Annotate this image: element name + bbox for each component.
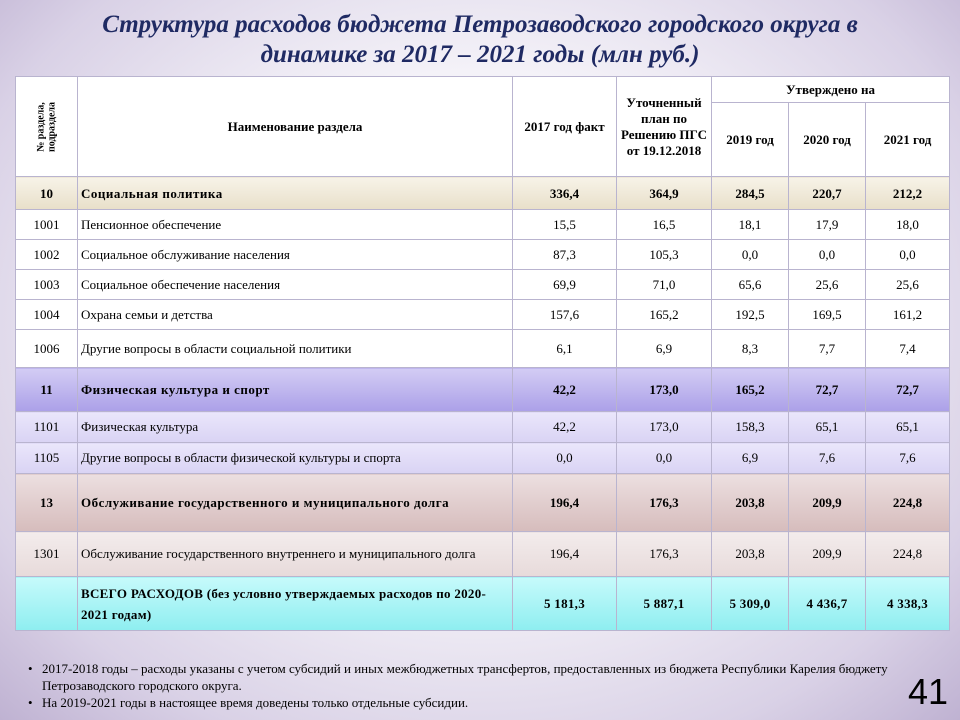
header-2020: 2020 год [789, 103, 866, 177]
row-2019: 8,3 [712, 330, 789, 368]
row-plan: 364,9 [617, 177, 712, 210]
row-plan: 173,0 [617, 412, 712, 443]
row-2021: 7,4 [866, 330, 950, 368]
row-2019: 6,9 [712, 443, 789, 474]
row-code: 1006 [16, 330, 78, 368]
row-code: 1002 [16, 240, 78, 270]
row-2021: 65,1 [866, 412, 950, 443]
table-row-section-13 [16, 474, 950, 532]
table-row [16, 240, 950, 270]
row-plan: 71,0 [617, 270, 712, 300]
row-name: Охрана семьи и детства [78, 300, 513, 330]
row-plan: 16,5 [617, 210, 712, 240]
row-fact-2017: 6,1 [513, 330, 617, 368]
row-fact-2017: 0,0 [513, 443, 617, 474]
header-approved: Утверждено на [712, 77, 950, 103]
page-title-line-1: Структура расходов бюджета Петрозаводского городского округа в [102, 11, 858, 38]
row-name: Социальное обеспечение населения [78, 270, 513, 300]
row-name: Обслуживание государственного и муниципального долга [78, 474, 513, 532]
footnotes [28, 660, 888, 711]
header-code-label: № раздела, подраздела [35, 101, 58, 152]
row-code: 11 [16, 368, 78, 412]
row-plan: 6,9 [617, 330, 712, 368]
row-2020: 7,6 [789, 443, 866, 474]
row-code: 10 [16, 177, 78, 210]
row-name: Обслуживание государственного внутреннего и муниципального долга [78, 532, 513, 577]
row-fact-2017: 5 181,3 [513, 577, 617, 631]
row-2020: 65,1 [789, 412, 866, 443]
row-fact-2017: 42,2 [513, 368, 617, 412]
row-2021: 7,6 [866, 443, 950, 474]
header-code [16, 77, 78, 177]
row-2021: 224,8 [866, 474, 950, 532]
row-2019: 65,6 [712, 270, 789, 300]
row-2021: 18,0 [866, 210, 950, 240]
row-2019: 203,8 [712, 474, 789, 532]
row-code: 1105 [16, 443, 78, 474]
table-row [16, 443, 950, 474]
row-2019: 165,2 [712, 368, 789, 412]
table-row [16, 412, 950, 443]
row-fact-2017: 15,5 [513, 210, 617, 240]
table-row-total [16, 577, 950, 631]
row-2020: 7,7 [789, 330, 866, 368]
row-plan: 176,3 [617, 474, 712, 532]
row-fact-2017: 157,6 [513, 300, 617, 330]
row-plan: 173,0 [617, 368, 712, 412]
row-2020: 72,7 [789, 368, 866, 412]
row-fact-2017: 69,9 [513, 270, 617, 300]
row-name: Социальная политика [78, 177, 513, 210]
row-code: 1001 [16, 210, 78, 240]
row-name: ВСЕГО РАСХОДОВ (без условно утверждаемых расходов по 2020-2021 годам) [78, 577, 513, 631]
row-2019: 5 309,0 [712, 577, 789, 631]
header-name: Наименование раздела [78, 77, 513, 177]
footnote-item: • 2017-2018 годы – расходы указаны с учетом субсидий и иных межбюджетных трансфертов, предоставленных из бюджета Республики Карелия бюджету Петрозаводского городского округа. [28, 660, 888, 694]
header-fact-2017: 2017 год факт [513, 77, 617, 177]
header-2021: 2021 год [866, 103, 950, 177]
row-2021: 224,8 [866, 532, 950, 577]
row-2020: 0,0 [789, 240, 866, 270]
row-name: Физическая культура и спорт [78, 368, 513, 412]
row-code [16, 577, 78, 631]
row-2021: 4 338,3 [866, 577, 950, 631]
table-row [16, 300, 950, 330]
table-row [16, 330, 950, 368]
row-plan: 176,3 [617, 532, 712, 577]
row-2019: 18,1 [712, 210, 789, 240]
row-code: 13 [16, 474, 78, 532]
page-title [40, 10, 920, 70]
row-fact-2017: 42,2 [513, 412, 617, 443]
row-2021: 0,0 [866, 240, 950, 270]
row-2021: 72,7 [866, 368, 950, 412]
row-plan: 165,2 [617, 300, 712, 330]
table-row [16, 532, 950, 577]
row-fact-2017: 336,4 [513, 177, 617, 210]
header-2019: 2019 год [712, 103, 789, 177]
row-code: 1004 [16, 300, 78, 330]
row-2021: 25,6 [866, 270, 950, 300]
row-code: 1101 [16, 412, 78, 443]
row-2020: 17,9 [789, 210, 866, 240]
row-2020: 220,7 [789, 177, 866, 210]
table-row-section-10 [16, 177, 950, 210]
row-name: Другие вопросы в области физической культуры и спорта [78, 443, 513, 474]
table-row [16, 270, 950, 300]
page-title-line-2: динамике за 2017 – 2021 годы (млн руб.) [260, 41, 700, 68]
row-plan: 105,3 [617, 240, 712, 270]
row-name: Социальное обслуживание населения [78, 240, 513, 270]
row-2020: 25,6 [789, 270, 866, 300]
row-fact-2017: 87,3 [513, 240, 617, 270]
row-plan: 0,0 [617, 443, 712, 474]
row-2020: 169,5 [789, 300, 866, 330]
row-2019: 0,0 [712, 240, 789, 270]
row-code: 1003 [16, 270, 78, 300]
row-2020: 209,9 [789, 532, 866, 577]
header-plan: Уточненный план по Решению ПГС от 19.12.2018 [617, 77, 712, 177]
row-2019: 203,8 [712, 532, 789, 577]
footnote-item: • На 2019-2021 годы в настоящее время доведены только отдельные субсидии. [28, 694, 888, 711]
row-2019: 192,5 [712, 300, 789, 330]
row-code: 1301 [16, 532, 78, 577]
row-name: Пенсионное обеспечение [78, 210, 513, 240]
row-name: Физическая культура [78, 412, 513, 443]
row-2019: 158,3 [712, 412, 789, 443]
row-2021: 161,2 [866, 300, 950, 330]
row-fact-2017: 196,4 [513, 474, 617, 532]
row-name: Другие вопросы в области социальной политики [78, 330, 513, 368]
row-fact-2017: 196,4 [513, 532, 617, 577]
row-2019: 284,5 [712, 177, 789, 210]
row-2021: 212,2 [866, 177, 950, 210]
page-number: 41 [907, 671, 948, 712]
budget-table [15, 76, 950, 631]
table-row [16, 210, 950, 240]
row-2020: 209,9 [789, 474, 866, 532]
row-2020: 4 436,7 [789, 577, 866, 631]
row-plan: 5 887,1 [617, 577, 712, 631]
table-row-section-11 [16, 368, 950, 412]
